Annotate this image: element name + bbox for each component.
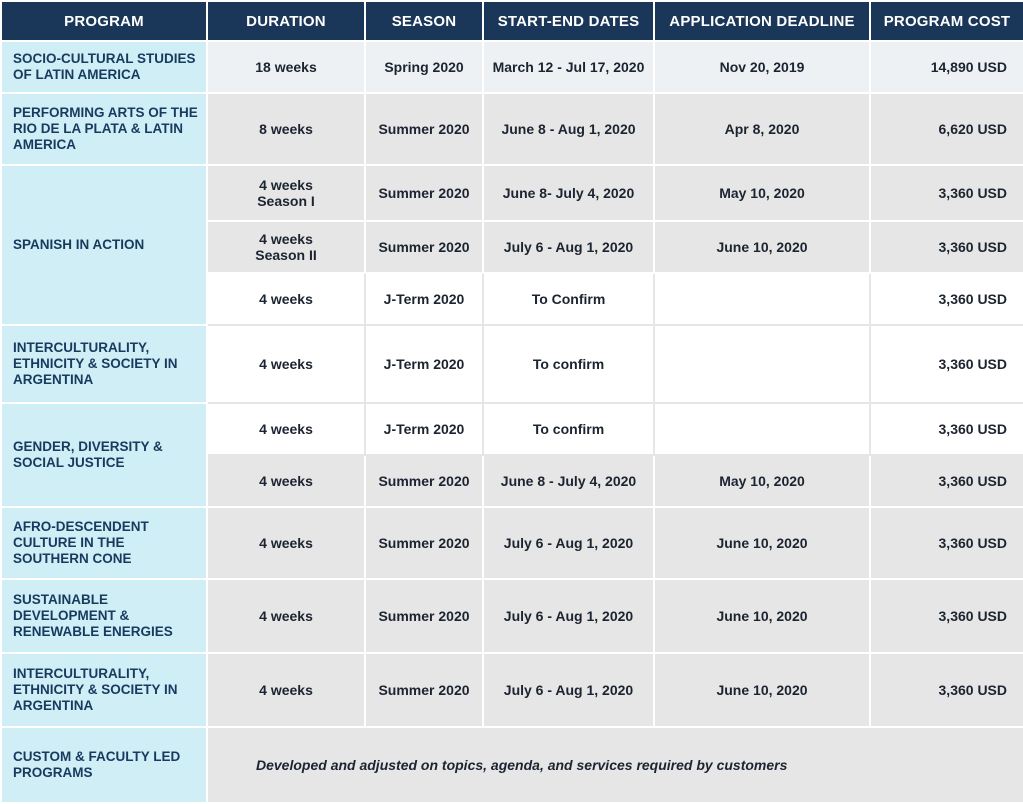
dates-cell: June 8- July 4, 2020 — [483, 165, 654, 221]
season-cell: Summer 2020 — [365, 455, 483, 507]
duration-cell — [207, 221, 365, 273]
program-name: SOCIO-CULTURAL STUDIES OF LATIN AMERICA — [1, 41, 207, 93]
cost-cell: 14,890 USD — [870, 41, 1023, 93]
cost-cell: 3,360 USD — [870, 165, 1023, 221]
duration-cell: 4 weeks — [207, 455, 365, 507]
table-row — [1, 165, 1023, 221]
duration-value: 4 weeks — [259, 177, 313, 193]
dates-cell: To confirm — [483, 325, 654, 403]
program-name: INTERCULTURALITY, ETHNICITY & SOCIETY IN ARGENTINA — [1, 653, 207, 727]
deadline-cell — [654, 273, 870, 325]
cost-cell: 3,360 USD — [870, 507, 1023, 579]
season-cell: Summer 2020 — [365, 93, 483, 165]
program-name: PERFORMING ARTS OF THE RIO DE LA PLATA & LATIN AMERICA — [1, 93, 207, 165]
deadline-cell: June 10, 2020 — [654, 507, 870, 579]
dates-cell: To confirm — [483, 403, 654, 455]
duration-cell: 4 weeks — [207, 403, 365, 455]
duration-value: 4 weeks — [259, 231, 313, 247]
duration-cell: 4 weeks — [207, 325, 365, 403]
table-row — [1, 325, 1023, 403]
deadline-cell: Apr 8, 2020 — [654, 93, 870, 165]
dates-cell: To Confirm — [483, 273, 654, 325]
deadline-cell — [654, 403, 870, 455]
dates-cell: July 6 - Aug 1, 2020 — [483, 221, 654, 273]
dates-cell: June 8 - Aug 1, 2020 — [483, 93, 654, 165]
table-row — [1, 727, 1023, 803]
header-duration: DURATION — [207, 1, 365, 41]
season-cell: Summer 2020 — [365, 221, 483, 273]
cost-cell: 6,620 USD — [870, 93, 1023, 165]
duration-cell: 4 weeks — [207, 273, 365, 325]
table-row — [1, 93, 1023, 165]
season-cell: Summer 2020 — [365, 165, 483, 221]
dates-cell: July 6 - Aug 1, 2020 — [483, 653, 654, 727]
header-cost: PROGRAM COST — [870, 1, 1023, 41]
season-cell: Spring 2020 — [365, 41, 483, 93]
duration-season-label: Season I — [257, 193, 315, 209]
program-name: INTERCULTURALITY, ETHNICITY & SOCIETY IN ARGENTINA — [1, 325, 207, 403]
cost-cell: 3,360 USD — [870, 273, 1023, 325]
season-cell: Summer 2020 — [365, 579, 483, 653]
program-name: SPANISH IN ACTION — [1, 165, 207, 325]
cost-cell: 3,360 USD — [870, 455, 1023, 507]
deadline-cell: June 10, 2020 — [654, 653, 870, 727]
season-cell: Summer 2020 — [365, 507, 483, 579]
season-cell: J-Term 2020 — [365, 325, 483, 403]
header-season: SEASON — [365, 1, 483, 41]
dates-cell: June 8 - July 4, 2020 — [483, 455, 654, 507]
cost-cell: 3,360 USD — [870, 653, 1023, 727]
custom-program-note: Developed and adjusted on topics, agenda, and services required by customers — [207, 727, 1023, 803]
program-name: AFRO-DESCENDENT CULTURE IN THE SOUTHERN CONE — [1, 507, 207, 579]
duration-cell — [207, 165, 365, 221]
season-cell: Summer 2020 — [365, 653, 483, 727]
table-row — [1, 653, 1023, 727]
dates-cell: July 6 - Aug 1, 2020 — [483, 579, 654, 653]
deadline-cell: Nov 20, 2019 — [654, 41, 870, 93]
program-name: GENDER, DIVERSITY & SOCIAL JUSTICE — [1, 403, 207, 507]
deadline-cell — [654, 325, 870, 403]
header-program: PROGRAM — [1, 1, 207, 41]
header-deadline: APPLICATION DEADLINE — [654, 1, 870, 41]
table-row — [1, 403, 1023, 455]
table-row — [1, 507, 1023, 579]
duration-cell: 4 weeks — [207, 507, 365, 579]
header-dates: START-END DATES — [483, 1, 654, 41]
season-cell: J-Term 2020 — [365, 273, 483, 325]
header-row — [1, 1, 1023, 41]
duration-cell: 18 weeks — [207, 41, 365, 93]
deadline-cell: May 10, 2020 — [654, 165, 870, 221]
table-row — [1, 579, 1023, 653]
program-name: SUSTAINABLE DEVELOPMENT & RENEWABLE ENERGIES — [1, 579, 207, 653]
cost-cell: 3,360 USD — [870, 325, 1023, 403]
cost-cell: 3,360 USD — [870, 579, 1023, 653]
duration-cell: 4 weeks — [207, 653, 365, 727]
cost-cell: 3,360 USD — [870, 221, 1023, 273]
deadline-cell: June 10, 2020 — [654, 221, 870, 273]
duration-cell: 8 weeks — [207, 93, 365, 165]
duration-cell: 4 weeks — [207, 579, 365, 653]
deadline-cell: May 10, 2020 — [654, 455, 870, 507]
cost-cell: 3,360 USD — [870, 403, 1023, 455]
table-row — [1, 41, 1023, 93]
duration-season-label: Season II — [255, 247, 317, 263]
dates-cell: July 6 - Aug 1, 2020 — [483, 507, 654, 579]
deadline-cell: June 10, 2020 — [654, 579, 870, 653]
dates-cell: March 12 - Jul 17, 2020 — [483, 41, 654, 93]
program-name: CUSTOM & FACULTY LED PROGRAMS — [1, 727, 207, 803]
season-cell: J-Term 2020 — [365, 403, 483, 455]
